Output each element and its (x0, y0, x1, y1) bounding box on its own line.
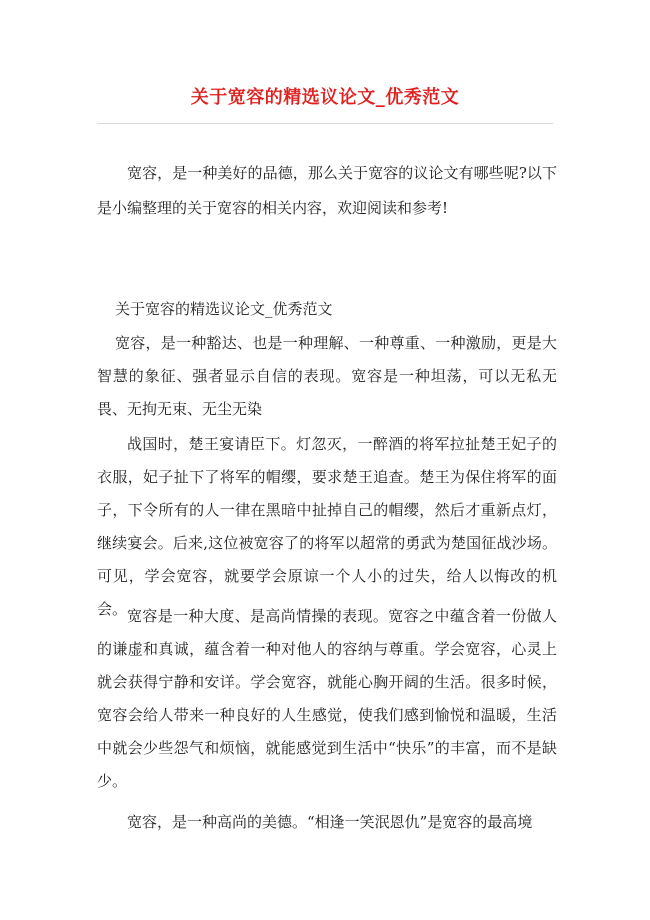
body-paragraph-2: 战国时，楚王宴请臣下。灯忽灭，一醉酒的将军拉扯楚王妃子的衣服，妃子扯下了将军的帽缨，要求楚王追查。楚王为保住将军的面子，下令所有的人一律在黑暗中扯掉自己的帽缨，然后才重新点灯，继续宴会。后来,这位被宽容了的将军以超常的勇武为楚国征战沙场。可见，学会宽容，就要学会原谅一个人小的过失，给人以悔改的机会。 (97, 435, 557, 618)
body-paragraph-3: 宽容是一种大度、是高尚情操的表现。宽容之中蕴含着一份做人的谦虚和真诚，蕴含着一种对他人的容纳与尊重。学会宽容，心灵上就会获得宁静和安详。学会宽容，就能心胸开阔的生活。很多时候，宽容会给人带来一种良好的人生感觉，使我们感到愉悦和温暖，生活中就会少些怨气和烦恼，就能感觉到生活中“快乐”的丰富，而不是缺少。 (97, 607, 557, 790)
body-paragraph-4: 宽容，是一种高尚的美德。“相逢一笑泯恩仇”是宽容的最高境 (127, 813, 533, 831)
document-title: 关于宽容的精选议论文_优秀范文 (190, 87, 460, 108)
section-heading: 关于宽容的精选议论文_优秀范文 (115, 300, 333, 318)
title-divider (97, 123, 553, 124)
body-paragraph-1: 宽容，是一种豁达、也是一种理解、一种尊重、一种激励，更是大智慧的象征、强者显示自信的表现。宽容是一种坦荡，可以无私无畏、无拘无束、无尘无染 (97, 334, 557, 418)
intro-paragraph: 宽容，是一种美好的品德，那么关于宽容的议论文有哪些呢?以下是小编整理的关于宽容的相关内容，欢迎阅读和参考! (97, 164, 557, 217)
